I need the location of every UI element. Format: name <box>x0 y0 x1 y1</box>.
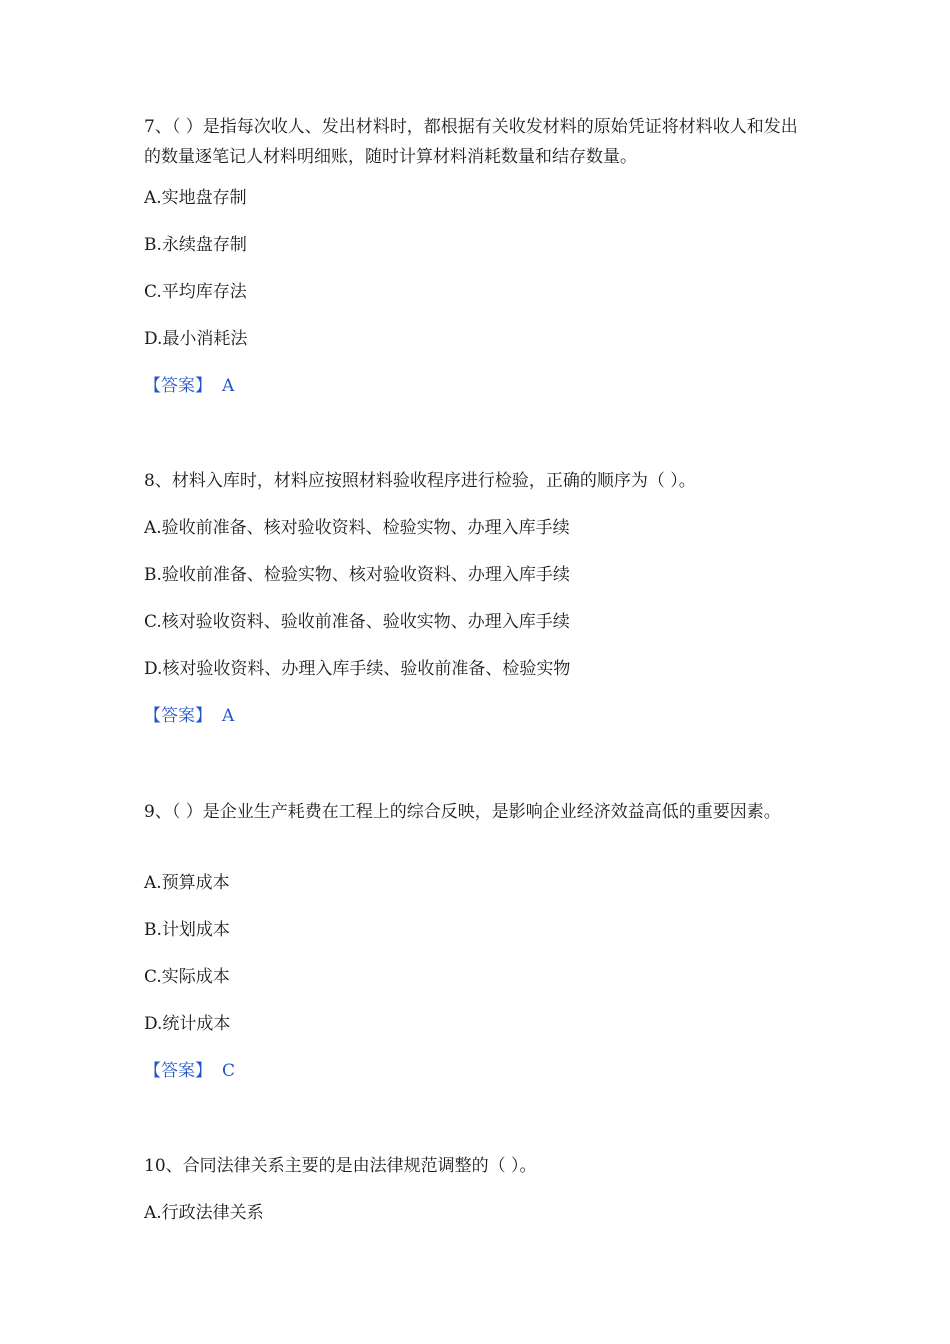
question-8-option-a: A.验收前准备、核对验收资料、检验实物、办理入库手续 <box>144 518 570 538</box>
answer-label: 【答案】 <box>144 1061 212 1081</box>
question-7-answer <box>144 374 234 398</box>
question-9-answer <box>144 1059 235 1083</box>
answer-label: 【答案】 <box>144 706 212 726</box>
question-8-option-c: C.核对验收资料、验收前准备、验收实物、办理入库手续 <box>144 612 570 632</box>
question-10-stem: 10、合同法律关系主要的是由法律规范调整的（ ）。 <box>144 1156 537 1176</box>
question-7-option-c: C.平均库存法 <box>144 282 247 302</box>
answer-value: A <box>222 706 235 726</box>
question-10-option-a: A.行政法律关系 <box>144 1203 264 1223</box>
question-7-stem: 7、（ ）是指每次收人、发出材料时，都根据有关收发材料的原始凭证将材料收人和发出的数量逐笔记人材料明细账，随时计算材料消耗数量和结存数量。 <box>144 117 798 167</box>
question-9-stem: 9、（ ）是企业生产耗费在工程上的综合反映，是影响企业经济效益高低的重要因素。 <box>144 802 781 822</box>
answer-label: 【答案】 <box>144 376 212 396</box>
question-9-option-b: B.计划成本 <box>144 920 230 940</box>
question-7-option-a: A.实地盘存制 <box>144 188 247 208</box>
question-8-stem: 8、材料入库时，材料应按照材料验收程序进行检验，正确的顺序为（ ）。 <box>144 471 696 491</box>
question-9-option-d: D.统计成本 <box>144 1014 231 1034</box>
question-8-option-b: B.验收前准备、检验实物、核对验收资料、办理入库手续 <box>144 565 570 585</box>
question-7-option-d: D.最小消耗法 <box>144 329 248 349</box>
question-8-option-d: D.核对验收资料、办理入库手续、验收前准备、检验实物 <box>144 659 571 679</box>
question-7-option-b: B.永续盘存制 <box>144 235 247 255</box>
question-9-option-c: C.实际成本 <box>144 967 230 987</box>
answer-value: A <box>222 376 235 396</box>
question-9-option-a: A.预算成本 <box>144 873 230 893</box>
answer-value: C <box>222 1061 236 1081</box>
question-8-answer <box>144 704 234 728</box>
